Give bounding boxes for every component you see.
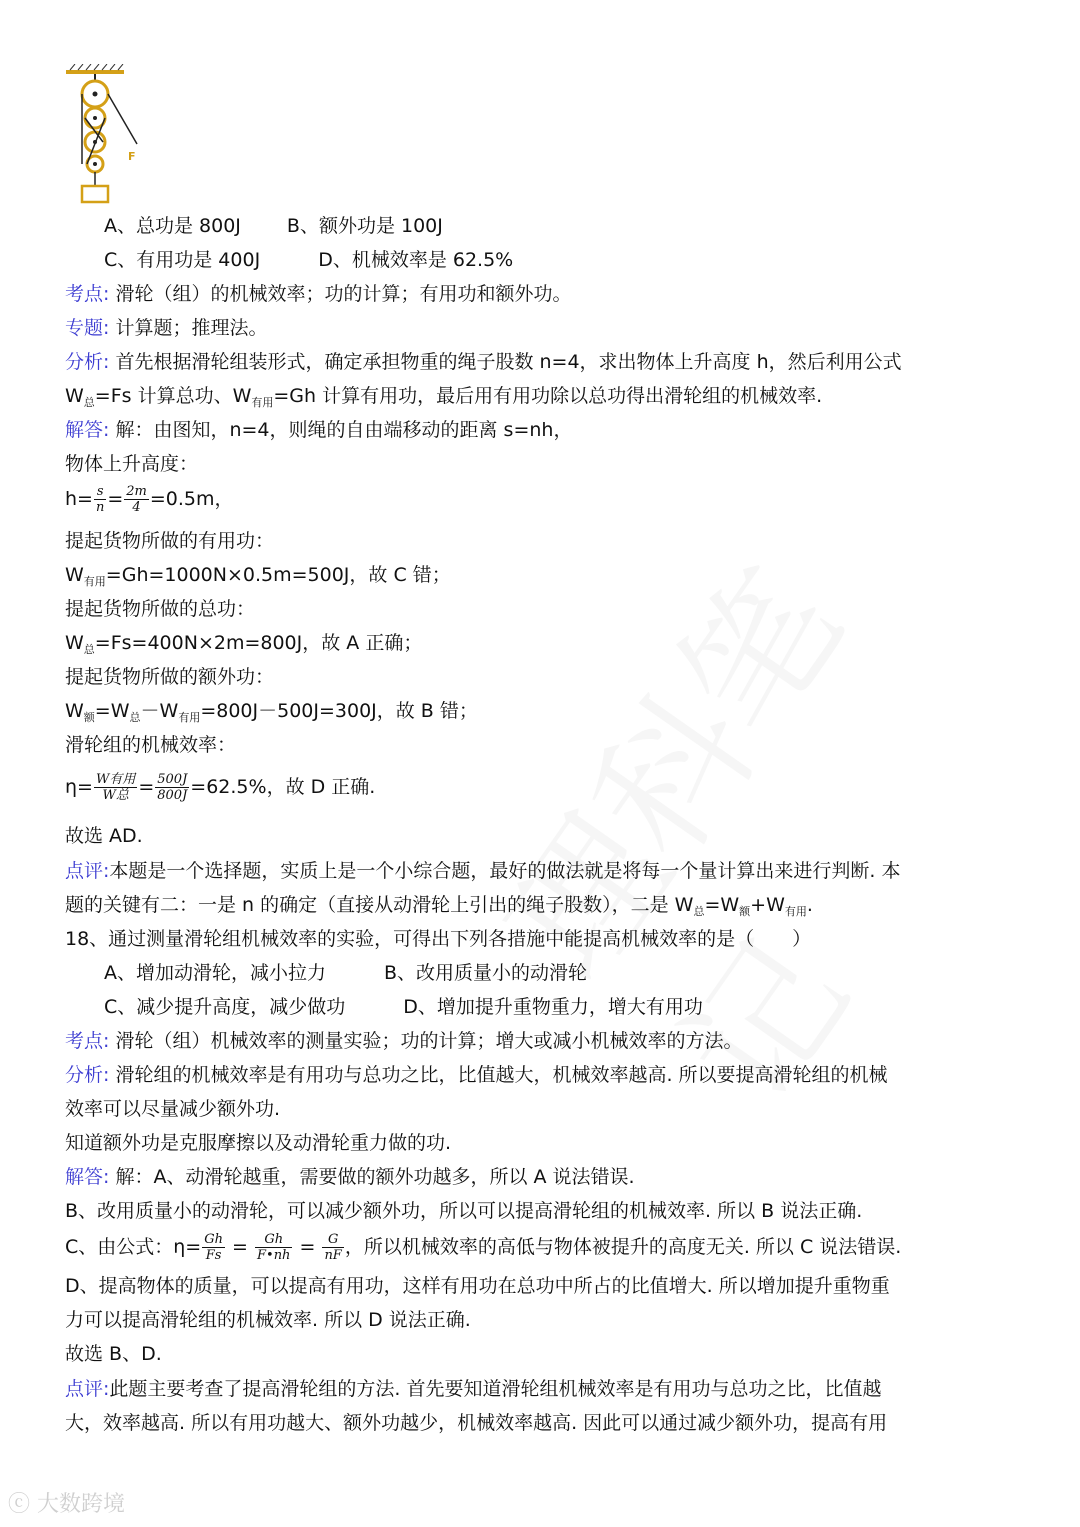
q18-choose: 故选 B、D. xyxy=(65,1343,162,1365)
q18-fenxi-2: 效率可以尽量减少额外功. xyxy=(65,1098,281,1120)
q17-useful-title: 提起货物所做的有用功： xyxy=(65,530,275,552)
q18-fenxi-3: 知道额外功是克服摩擦以及动滑轮重力做的功. xyxy=(65,1132,452,1154)
label-dianping: 点评: xyxy=(65,860,110,882)
q18-jieda-c: C、由公式：η= $\frac{Gh}{Fs}$ = $\frac{Gh}{F•nh}$ = $\frac{G}{nF}$ ，所以机械效率的高低与物体被提升的高度无关. 所以 C 说法错误. xyxy=(65,1232,902,1263)
q17-fenxi-2: $W_总=Fs$ 计算总功、$W_{有用}=Gh$ 计算有用功，最后用有用功除以总功得出滑轮组的机械效率. xyxy=(65,385,823,409)
label-kaodian: 考点: xyxy=(65,283,110,305)
q18-option-c: C、减少提升高度，减少做功 xyxy=(104,996,346,1018)
force-label: F xyxy=(128,150,136,163)
fraction: $\frac{Gh}{F•nh}$ xyxy=(257,1232,291,1263)
q17-choose: 故选 AD. xyxy=(65,825,143,847)
q17-extra-formula: $W_额=W_总-W_{有用}=800J-500J=300J$，故 B 错； xyxy=(65,700,478,724)
label-zhuanti: 专题: xyxy=(65,317,110,339)
label-jieda: 解答: xyxy=(65,1166,110,1188)
label-kaodian: 考点: xyxy=(65,1030,110,1052)
q18-option-a: A、增加动滑轮，减小拉力 xyxy=(104,962,326,984)
q18-jieda-a: 解答: 解：A、动滑轮越重，需要做的额外功越多，所以 A 说法错误. xyxy=(65,1166,635,1188)
q17-extra-title: 提起货物所做的额外功： xyxy=(65,666,275,688)
q18-dianping-1: 点评:此题主要考查了提高滑轮组的方法. 首先要知道滑轮组机械效率是有用功与总功之比，比值越 xyxy=(65,1378,882,1400)
q18-fenxi-1: 分析: 滑轮组的机械效率是有用功与总功之比，比值越大，机械效率越高. 所以要提高滑轮组的机械 xyxy=(65,1064,888,1086)
fraction: $\frac{G}{nF}$ xyxy=(324,1232,342,1263)
q17-option-d: D、机械效率是 62.5% xyxy=(318,249,514,271)
q18-stem: 18、通过测量滑轮组机械效率的实验，可得出下列各措施中能提高机械效率的是（ ） xyxy=(65,928,812,950)
q17-eff-formula: η= $\frac{\text{W有用}}{\text{W总}}$ = $\frac{500J}{800J}$ =62.5%，故 D 正确. xyxy=(65,772,376,803)
label-fenxi: 分析: xyxy=(65,351,110,373)
q17-total-title: 提起货物所做的总功： xyxy=(65,598,256,620)
q18-jieda-b: B、改用质量小的动滑轮，可以减少额外功，所以可以提高滑轮组的机械效率. 所以 B 说法正确. xyxy=(65,1200,863,1222)
q17-eff-title: 滑轮组的机械效率： xyxy=(65,734,237,756)
fraction: $\frac{s}{n}$ xyxy=(95,484,105,515)
footer-logo: ⓒ 大数跨境 xyxy=(8,1492,125,1517)
fraction: $\frac{2m}{4}$ xyxy=(126,484,147,515)
q17-kaodian: 考点: 滑轮（组）的机械效率；功的计算；有用功和额外功。 xyxy=(65,283,572,305)
label-dianping: 点评: xyxy=(65,1378,110,1400)
q17-zhuanti: 专题: 计算题；推理法。 xyxy=(65,317,268,339)
q18-jieda-d-2: 力可以提高滑轮组的机械效率. 所以 D 说法正确. xyxy=(65,1309,471,1331)
label-jieda: 解答: xyxy=(65,419,110,441)
q18-jieda-d-1: D、提高物体的质量，可以提高有用功，这样有用功在总功中所占的比值增大. 所以增加提升重物重 xyxy=(65,1275,890,1297)
q17-option-b: B、额外功是 100J xyxy=(286,215,443,237)
q17-option-c: C、有用功是 400J xyxy=(104,249,261,271)
q17-jieda-1: 解答: 解：由图知，n=4，则绳的自由端移动的距离 s=nh， xyxy=(65,419,573,441)
pulley-system-figure xyxy=(62,64,152,209)
q17-dianping-1: 点评:本题是一个选择题，实质上是一个小综合题，最好的做法就是将每一个量计算出来进行判断. 本 xyxy=(65,860,901,882)
q17-height-title: 物体上升高度： xyxy=(65,453,199,475)
fraction: $\frac{500J}{800J}$ xyxy=(157,772,188,803)
q17-useful-formula: $W_{有用}=Gh=1000N\times 0.5m=500J$，故 C 错； xyxy=(65,564,451,588)
q18-options-ab xyxy=(104,958,587,988)
fraction: $\frac{\text{W有用}}{\text{W总}}$ xyxy=(95,772,136,803)
q18-dianping-2: 大，效率越高. 所以有用功越大、额外功越少，机械效率越高. 因此可以通过减少额外功，提高有用 xyxy=(65,1412,888,1434)
q17-options-cd xyxy=(104,245,513,275)
q18-options-cd xyxy=(104,992,703,1022)
label-fenxi: 分析: xyxy=(65,1064,110,1086)
q17-dianping-2: 题的关键有二：一是 n 的确定（直接从动滑轮上引出的绳子股数），二是 $W_总=W_额+W_{有用}$. xyxy=(65,894,813,918)
q17-options-ab xyxy=(104,211,443,241)
q18-option-d: D、增加提升重物重力，增大有用功 xyxy=(403,996,703,1018)
q18-kaodian: 考点: 滑轮（组）机械效率的测量实验；功的计算；增大或减小机械效率的方法。 xyxy=(65,1030,743,1052)
q17-total-formula: $W_总=Fs=400N\times 2m=800J$，故 A 正确； xyxy=(65,632,423,656)
q17-option-a: A、总功是 800J xyxy=(104,215,241,237)
q18-option-b: B、改用质量小的动滑轮 xyxy=(384,962,588,984)
q17-fenxi-1: 分析: 首先根据滑轮组装形式，确定承担物重的绳子股数 n=4，求出物体上升高度 h，然后利用公式 xyxy=(65,351,902,373)
fraction: $\frac{Gh}{Fs}$ xyxy=(204,1232,223,1263)
q17-height-formula: h= $\frac{s}{n}$ = $\frac{2m}{4}$ =0.5m， xyxy=(65,484,234,515)
